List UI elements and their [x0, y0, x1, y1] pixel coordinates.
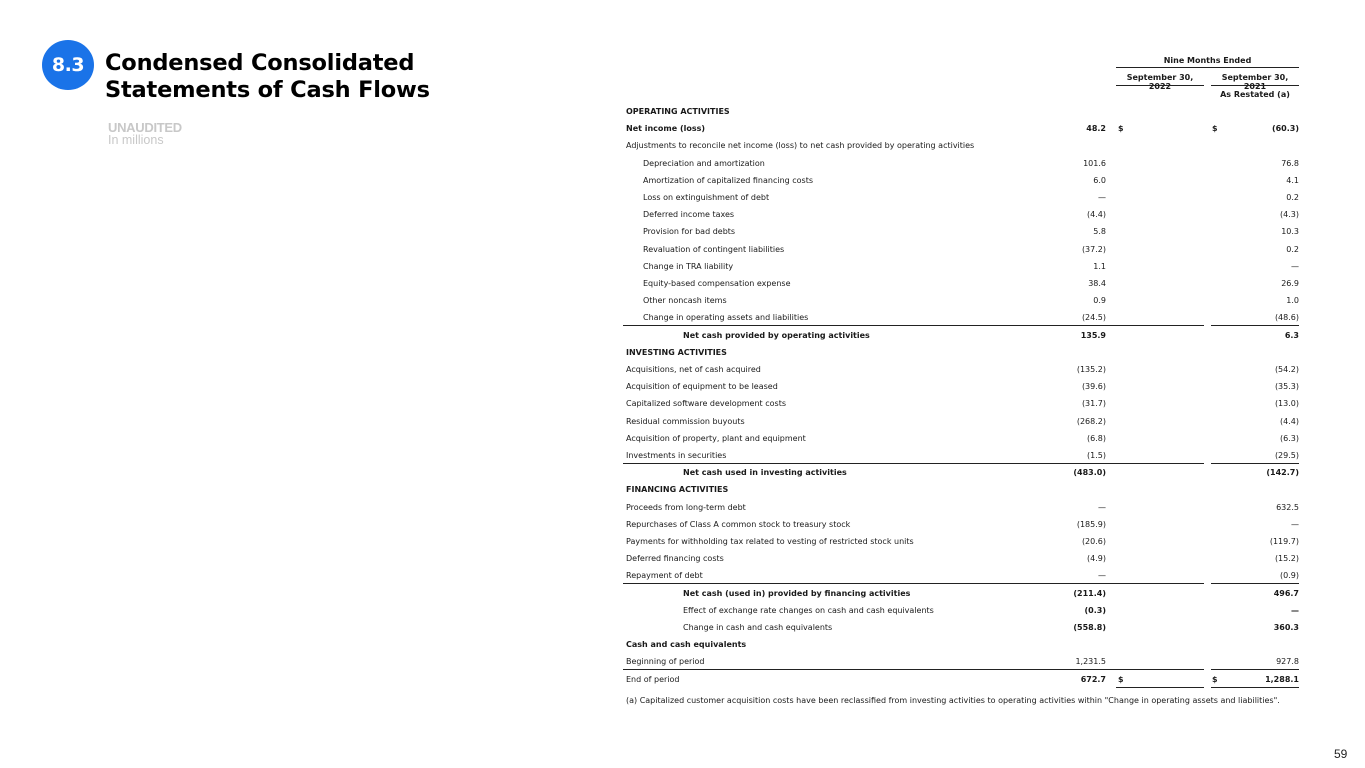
table-row: [623, 636, 1303, 653]
value-2022: (37.2): [1081, 244, 1106, 254]
dollar-sign-2021: $: [1212, 124, 1218, 134]
table-row: [623, 619, 1303, 636]
row-label: Deferred financing costs: [626, 554, 724, 564]
value-2021: 1,288.1: [1265, 674, 1299, 684]
value-2022: (135.2): [1076, 365, 1106, 374]
value-2021: (119.7): [1269, 537, 1299, 546]
value-2022: 0.9: [1093, 296, 1106, 306]
value-2022: 6.0: [1093, 175, 1106, 185]
table-row: [623, 447, 1303, 464]
table-row: [623, 223, 1303, 240]
row-label: Loss on extinguishment of debt: [643, 193, 770, 202]
value-2021: 6.3: [1284, 330, 1299, 340]
header-rule: [1116, 67, 1299, 68]
table-row: [623, 430, 1303, 447]
value-2022: —: [1098, 193, 1106, 202]
table-row: [623, 172, 1303, 189]
value-2022: —: [1098, 571, 1106, 581]
row-label: Depreciation and amortization: [643, 158, 765, 168]
table-row: [623, 241, 1303, 258]
row-label: Cash and cash equivalents: [626, 640, 747, 650]
table-row: [623, 189, 1303, 206]
row-label: Beginning of period: [626, 657, 705, 667]
value-2022: (24.5): [1081, 313, 1106, 323]
row-label: Equity-based compensation expense: [643, 279, 791, 288]
table-row: [623, 155, 1303, 172]
value-2021: (0.9): [1280, 571, 1299, 581]
row-label: Adjustments to reconcile net income (loss) to net cash provided by operating activities: [626, 141, 975, 151]
value-2022: (1.5): [1087, 451, 1106, 460]
dollar-sign-2021: $: [1212, 674, 1218, 684]
row-label: OPERATING ACTIVITIES: [626, 107, 730, 116]
row-label: Change in TRA liability: [643, 261, 734, 271]
row-label: Acquisition of property, plant and equipment: [626, 433, 806, 443]
value-2022: (185.9): [1076, 519, 1106, 529]
row-label: Effect of exchange rate changes on cash and cash equivalents: [683, 605, 934, 615]
row-label: Repayment of debt: [626, 571, 703, 581]
table-row: [623, 327, 1303, 344]
column-rule-2021: [1211, 85, 1299, 86]
row-label: Provision for bad debts: [643, 227, 736, 237]
period-header: Nine Months Ended: [1163, 56, 1252, 65]
value-2021: (142.7): [1266, 468, 1299, 478]
value-2021: (6.3): [1280, 433, 1299, 443]
value-2021: (4.4): [1280, 416, 1299, 426]
value-2021: —: [1291, 261, 1299, 271]
value-2022: —: [1098, 502, 1106, 512]
title-line-1: Condensed Consolidated: [105, 50, 415, 76]
value-2022: (0.3): [1084, 605, 1106, 615]
table-row: [623, 309, 1303, 326]
row-label: Change in operating assets and liabilities: [643, 313, 809, 323]
value-2022: (4.9): [1087, 554, 1106, 564]
page-title: [105, 50, 430, 104]
value-2022: 672.7: [1080, 674, 1106, 684]
row-label: INVESTING ACTIVITIES: [626, 347, 727, 357]
dollar-sign-2022: $: [1118, 674, 1124, 684]
page-number: 59: [1334, 747, 1348, 761]
row-label: Net cash used in investing activities: [683, 468, 847, 478]
row-label: Acquisition of equipment to be leased: [626, 382, 778, 392]
value-2022: 48.2: [1086, 124, 1106, 134]
value-2022: (211.4): [1073, 588, 1106, 598]
total-rule: [1116, 687, 1204, 688]
row-label: Proceeds from long-term debt: [626, 502, 746, 512]
table-row: [623, 258, 1303, 275]
table-row: [623, 550, 1303, 567]
units-label: In millions: [108, 133, 164, 147]
table-row: [623, 361, 1303, 378]
value-2022: 1.1: [1093, 261, 1106, 271]
row-label: Other noncash items: [643, 296, 727, 306]
value-2021: 76.8: [1281, 158, 1299, 168]
value-2021: (29.5): [1274, 451, 1299, 460]
section-badge: 8.3: [42, 40, 94, 90]
total-rule: [1211, 687, 1299, 688]
table-row: [623, 533, 1303, 550]
value-2021: (35.3): [1274, 382, 1299, 392]
table-row: [623, 206, 1303, 223]
row-label: Net income (loss): [626, 124, 706, 134]
value-2021: 4.1: [1286, 175, 1299, 185]
table-row: [623, 602, 1303, 619]
value-2021: (4.3): [1280, 210, 1299, 220]
table-row: [623, 671, 1303, 688]
table-row: [623, 516, 1303, 533]
value-2021: —: [1291, 605, 1299, 615]
table-row: [623, 481, 1303, 498]
table-row: [623, 395, 1303, 412]
value-2022: (268.2): [1076, 416, 1106, 426]
row-label: Net cash (used in) provided by financing activities: [683, 588, 911, 598]
table-row: [623, 464, 1303, 481]
value-2022: (4.4): [1087, 210, 1106, 220]
value-2021: 496.7: [1273, 588, 1299, 598]
table-row: [623, 413, 1303, 430]
value-2021: (54.2): [1274, 365, 1299, 374]
row-label: Investments in securities: [626, 451, 727, 460]
value-2021: (60.3): [1271, 124, 1299, 134]
table-row: [623, 137, 1303, 154]
value-2021: 0.2: [1286, 244, 1299, 254]
value-2021: 632.5: [1276, 502, 1299, 512]
table-row: [623, 567, 1303, 584]
row-label: Acquisitions, net of cash acquired: [626, 365, 761, 374]
table-row: [623, 499, 1303, 516]
table-row: [623, 585, 1303, 602]
column-header-2021: September 30, 2021: [1221, 73, 1289, 91]
row-label: Revaluation of contingent liabilities: [643, 244, 785, 254]
value-2021: —: [1291, 519, 1299, 529]
value-2021: 26.9: [1281, 279, 1299, 288]
table-row: [623, 653, 1303, 670]
value-2022: (39.6): [1081, 382, 1106, 392]
table-row: [623, 292, 1303, 309]
value-2022: 135.9: [1080, 330, 1106, 340]
row-label: Change in cash and cash equivalents: [683, 623, 833, 632]
value-2022: (558.8): [1073, 623, 1106, 632]
table-row: [623, 378, 1303, 395]
value-2022: (20.6): [1081, 537, 1106, 546]
table-row: [623, 344, 1303, 361]
value-2021: 0.2: [1286, 193, 1299, 202]
row-label: Repurchases of Class A common stock to treasury stock: [626, 519, 851, 529]
row-label: End of period: [626, 674, 680, 684]
value-2022: (31.7): [1081, 399, 1106, 409]
row-label: Deferred income taxes: [643, 210, 735, 220]
row-label: Capitalized software development costs: [626, 399, 786, 409]
value-2021: (15.2): [1274, 554, 1299, 564]
value-2022: (483.0): [1073, 468, 1106, 478]
row-label: Residual commission buyouts: [626, 416, 745, 426]
row-label: Net cash provided by operating activities: [683, 330, 870, 340]
value-2021: 1.0: [1286, 296, 1299, 306]
footnote: (a) Capitalized customer acquisition costs have been reclassified from investing activities to operating activities within "Change in operating assets and liabilities".: [626, 696, 1280, 705]
value-2021: (48.6): [1274, 313, 1299, 323]
value-2021: 927.8: [1276, 657, 1299, 667]
unaudited-label: UNAUDITED: [108, 120, 182, 135]
row-label: Payments for withholding tax related to vesting of restricted stock units: [626, 537, 914, 546]
title-line-2: Statements of Cash Flows: [105, 77, 430, 103]
value-2022: 38.4: [1088, 279, 1106, 288]
dollar-sign-2022: $: [1118, 124, 1124, 134]
value-2021: 360.3: [1273, 623, 1299, 632]
table-row: [623, 103, 1303, 120]
value-2021: (13.0): [1274, 399, 1299, 409]
value-2022: 1,231.5: [1075, 657, 1106, 667]
value-2022: (6.8): [1087, 433, 1106, 443]
row-label: FINANCING ACTIVITIES: [626, 485, 729, 495]
column-rule-2022: [1116, 85, 1204, 86]
row-label: Amortization of capitalized financing costs: [643, 175, 814, 185]
table-row: [623, 120, 1303, 137]
table-row: [623, 275, 1303, 292]
restated-note: As Restated (a): [1220, 90, 1290, 99]
value-2022: 5.8: [1093, 227, 1106, 237]
value-2022: 101.6: [1083, 158, 1106, 168]
value-2021: 10.3: [1281, 227, 1299, 237]
column-header-2022: September 30, 2022: [1126, 73, 1194, 91]
